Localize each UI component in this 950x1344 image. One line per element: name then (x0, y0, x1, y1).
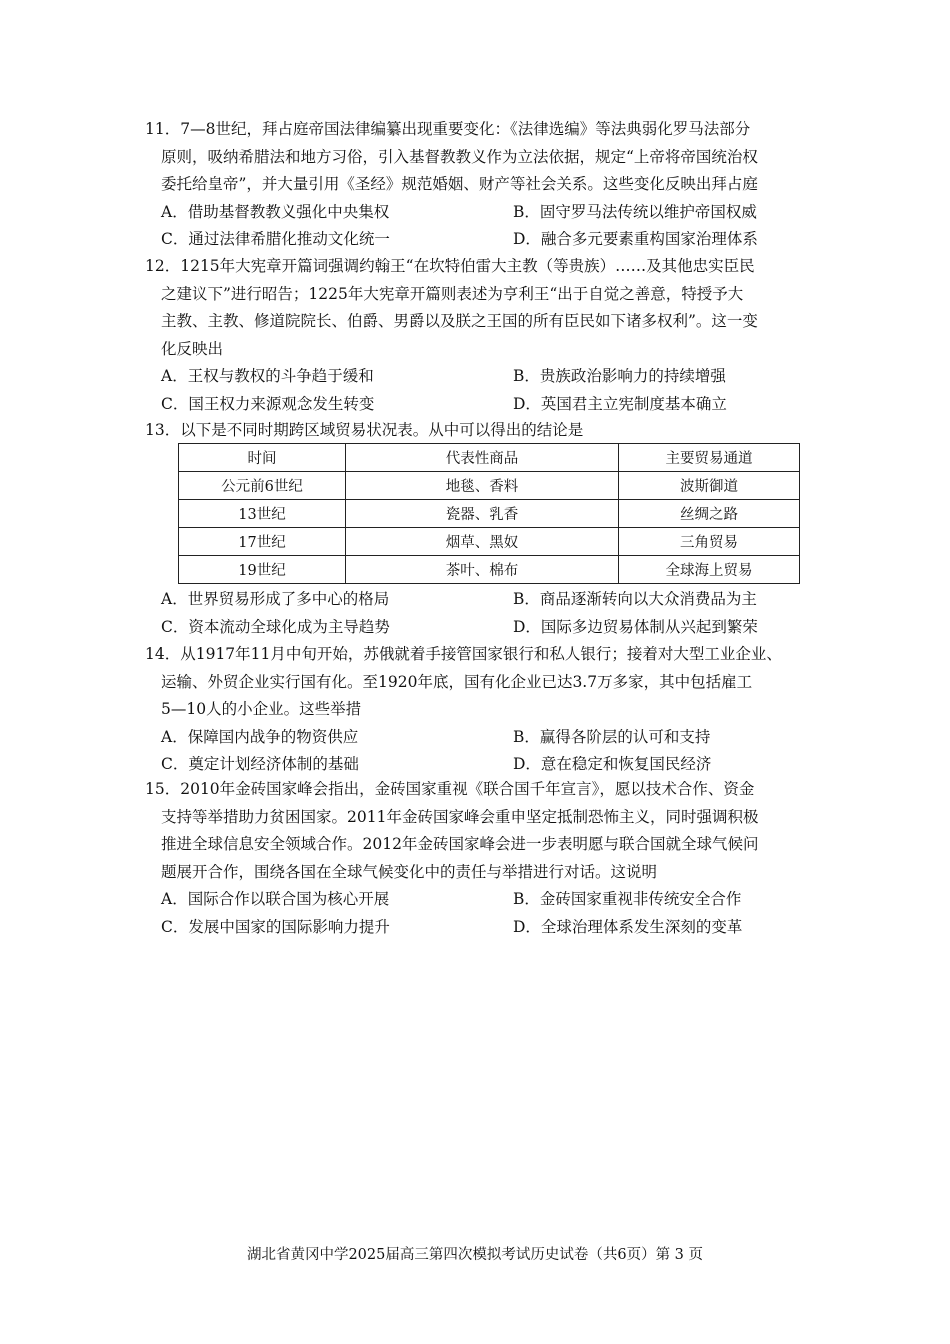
question-12 (145, 253, 810, 418)
question-11 (145, 116, 810, 254)
option-d: D．英国君主立宪制度基本确立 (513, 394, 727, 413)
question-15-line-4: 题展开合作，围绕各国在全球气候变化中的责任与举措进行对话。这说明 (161, 862, 658, 881)
option-a: A．国际合作以联合国为核心开展 (161, 890, 390, 908)
option-d: D．意在稳定和恢复国民经济 (513, 755, 712, 773)
question-12-line-3: 主教、主教、修道院院长、伯爵、男爵以及朕之王国的所有臣民如下诸多权利”。这一变 (161, 312, 758, 330)
question-13 (145, 417, 810, 445)
question-13-line-1: 13．以下是不同时期跨区域贸易状况表。从中可以得出的结论是 (145, 421, 584, 439)
header-time: 时间 (179, 444, 346, 472)
question-14-line-1: 14．从1917年11月中旬开始，苏俄就着手接管国家银行和私人银行；接着对大型工业企业、 (145, 645, 782, 663)
question-15-line-3: 推进全球信息安全领域合作。2012年金砖国家峰会进一步表明愿与联合国就全球气候问 (161, 835, 759, 853)
question-15-line-1: 15．2010年金砖国家峰会指出，金砖国家重视《联合国千年宣言》，愿以技术合作、资金 (145, 780, 755, 798)
question-13-options-block (145, 586, 810, 641)
question-14-line-2: 运输、外贸企业实行国有化。至1920年底，国有化企业已达3.7万多家，其中包括雇工 (161, 672, 753, 691)
table-row (179, 500, 800, 528)
question-14-options (145, 724, 810, 779)
option-d: D．国际多边贸易体制从兴起到繁荣 (513, 617, 758, 636)
header-goods: 代表性商品 (346, 444, 619, 472)
option-c: C．通过法律希腊化推动文化统一 (161, 230, 390, 248)
option-a: A．保障国内战争的物资供应 (161, 727, 359, 746)
cell-goods: 瓷器、乳香 (346, 500, 619, 528)
option-c: C．资本流动全球化成为主导趋势 (161, 617, 390, 636)
question-13-options (145, 586, 810, 641)
question-12-line-4: 化反映出 (161, 339, 224, 358)
question-11-line-2: 原则，吸纳希腊法和地方习俗，引入基督教教义作为立法依据，规定“上帝将帝国统治权 (161, 147, 758, 166)
option-b: B．固守罗马法传统以维护帝国权威 (513, 202, 757, 221)
cell-time: 19世纪 (179, 556, 346, 584)
option-b: B．赢得各阶层的认可和支持 (513, 727, 711, 746)
question-11-line-3: 委托给皇帝”，并大量引用《圣经》规范婚姻、财产等社会关系。这些变化反映出拜占庭 (161, 175, 758, 193)
cell-route: 三角贸易 (619, 528, 800, 556)
table-header-row (179, 444, 800, 472)
option-c: C．奠定计划经济体制的基础 (161, 755, 359, 773)
question-12-options (145, 363, 810, 418)
table-row (179, 472, 800, 500)
question-14 (145, 641, 810, 779)
cell-time: 公元前6世纪 (179, 472, 346, 500)
option-b: B．金砖国家重视非传统安全合作 (513, 890, 742, 908)
question-15-options (145, 886, 810, 941)
cell-route: 丝绸之路 (619, 500, 800, 528)
option-c: C．国王权力来源观念发生转变 (161, 394, 375, 413)
option-d: D．全球治理体系发生深刻的变革 (513, 917, 743, 936)
header-route: 主要贸易通道 (619, 444, 800, 472)
question-12-line-2: 之建议下”进行昭告；1225年大宪章开篇则表述为亨利王“出于自觉之善意，特授予大 (161, 284, 744, 303)
option-a: A．借助基督教教义强化中央集权 (161, 202, 390, 221)
table-row (179, 528, 800, 556)
option-c: C．发展中国家的国际影响力提升 (161, 917, 390, 936)
question-12-line-1: 12．1215年大宪章开篇词强调约翰王“在坎特伯雷大主教（等贵族）……及其他忠实臣民 (145, 257, 755, 275)
cell-time: 13世纪 (179, 500, 346, 528)
table-row (179, 556, 800, 584)
trade-table (178, 443, 800, 584)
question-15-line-2: 支持等举措助力贫困国家。2011年金砖国家峰会重申坚定抵制恐怖主义，同时强调积极 (161, 807, 759, 826)
question-15 (145, 776, 810, 941)
option-b: B．贵族政治影响力的持续增强 (513, 367, 726, 385)
question-11-options (145, 199, 810, 254)
cell-goods: 烟草、黑奴 (346, 528, 619, 556)
cell-time: 17世纪 (179, 528, 346, 556)
cell-route: 波斯御道 (619, 472, 800, 500)
option-a: A．王权与教权的斗争趋于缓和 (161, 367, 374, 385)
cell-route: 全球海上贸易 (619, 556, 800, 584)
option-a: A．世界贸易形成了多中心的格局 (161, 590, 390, 608)
page-footer: 湖北省黄冈中学2025届高三第四次模拟考试历史试卷（共6页）第 3 页 (246, 1247, 704, 1263)
question-14-line-3: 5—10人的小企业。这些举措 (161, 700, 362, 718)
option-d: D．融合多元要素重构国家治理体系 (513, 230, 758, 248)
cell-goods: 茶叶、棉布 (346, 556, 619, 584)
cell-goods: 地毯、香料 (346, 472, 619, 500)
question-11-line-1: 11．7—8世纪，拜占庭帝国法律编纂出现重要变化：《法律选编》等法典弱化罗马法部分 (145, 120, 751, 138)
option-b: B．商品逐渐转向以大众消费品为主 (513, 590, 757, 608)
